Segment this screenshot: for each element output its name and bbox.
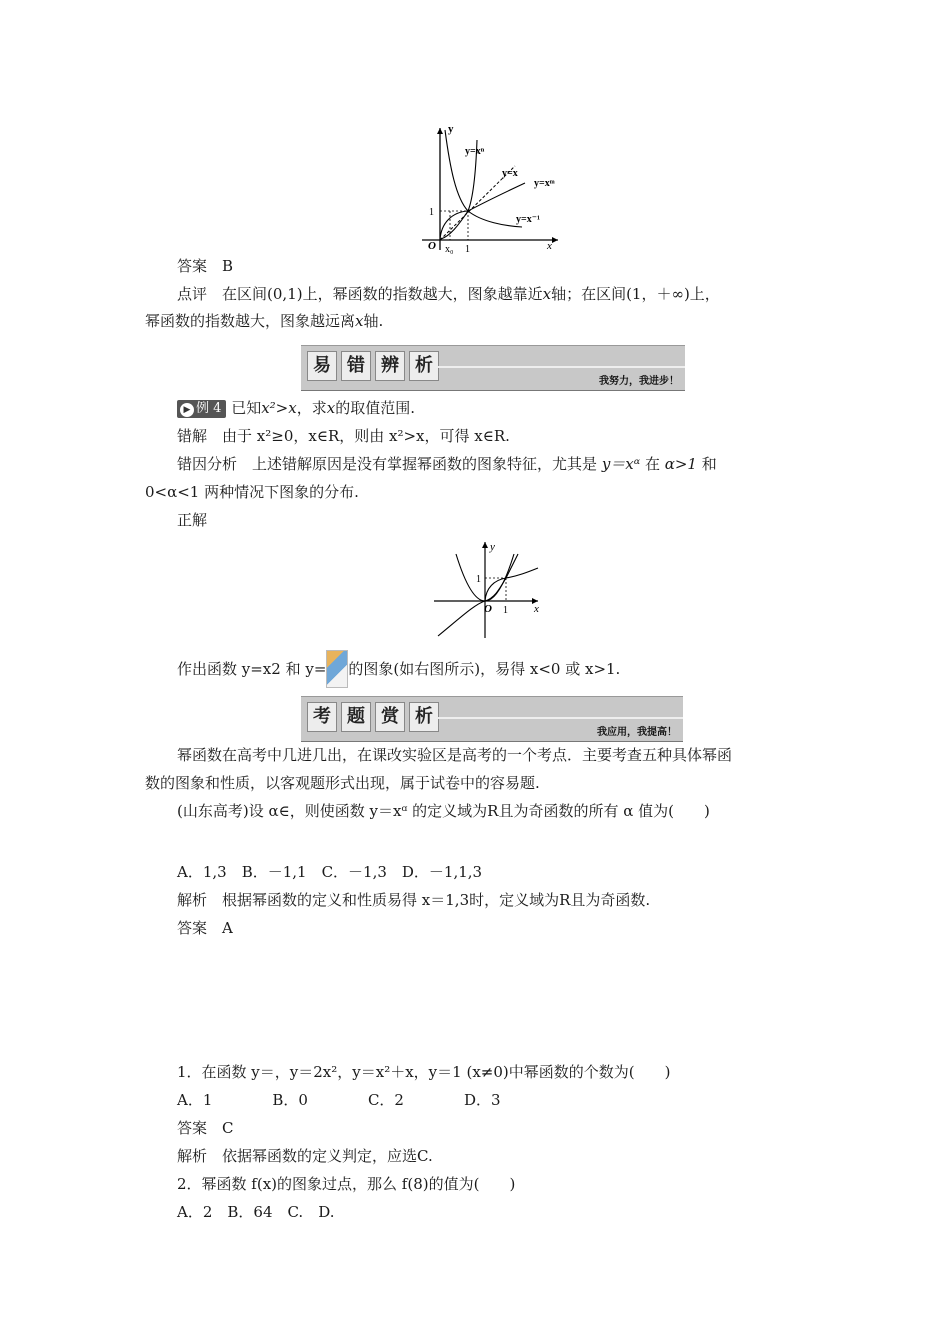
tick-x-1: 1: [465, 244, 470, 254]
section-banner-exam-review: [301, 696, 683, 742]
banner-char: 考: [307, 702, 337, 732]
banner-slogan: 我应用，我提高！: [597, 727, 677, 738]
question-1-answer: 答案 C: [177, 1119, 234, 1137]
solution-text: 作出函数 y=x2 和 y= 的图象(如右图所示)，易得 x<0 或 x>1.: [177, 650, 620, 688]
exam-intro-line-2: 数的图象和性质，以客观题形式出现，属于试卷中的容易题.: [145, 774, 540, 792]
question-1-options: A．1 B．0 C．2 D．3: [177, 1091, 501, 1109]
banner-char: 析: [409, 702, 439, 732]
answer-1: 答案 B: [177, 257, 234, 275]
banner-char: 赏: [375, 702, 405, 732]
play-icon: ▶: [180, 403, 194, 417]
error-analysis-line-1: 错因分析 上述错解原因是没有掌握幂函数的图象特征，尤其是 y＝xᵅ 在 α>1 和: [177, 455, 717, 473]
comment-line-2: 幂函数的指数越大，图象越远离x轴.: [145, 312, 384, 330]
banner-char: 错: [341, 351, 371, 381]
question-1-analysis: 解析 依据幂函数的定义判定，应选C.: [177, 1147, 433, 1165]
question-2: 2．幂函数 f(x)的图象过点，那么 f(8)的值为( ): [177, 1175, 516, 1193]
tick-y-1: 1: [476, 574, 481, 585]
banner-char: 易: [307, 351, 337, 381]
parabola-sqrt-graph: [430, 538, 548, 642]
tick-y-1: 1: [429, 207, 434, 218]
wrong-solution: 错解 由于 x²≥0，x∈R，则由 x²>x，可得 x∈R.: [177, 427, 510, 445]
question-2-options: A．2 B．64 C. D.: [177, 1203, 335, 1221]
label-x-axis: x: [534, 603, 539, 615]
label-curve-n: y=xⁿ: [465, 146, 485, 157]
exam-intro-line-1: 幂函数在高考中几进几出，在课改实验区是高考的一个考点．主要考查五种具体幂函: [177, 746, 733, 764]
exam-question: (山东高考)设 α∈，则使函数 y＝xᵅ 的定义域为R且为奇函数的所有 α 值为( ): [177, 802, 710, 820]
tick-x-1: 1: [503, 605, 508, 616]
banner-char: 析: [409, 351, 439, 381]
example-badge: ▶ 例 4: [177, 400, 226, 418]
error-analysis-line-2: 0<α<1 两种情况下图象的分布.: [145, 483, 359, 501]
missing-formula-image: [326, 650, 348, 688]
example-4: ▶ 例 4 已知x²>x，求x的取值范围.: [177, 398, 415, 418]
exam-analysis: 解析 根据幂函数的定义和性质易得 x＝1,3时，定义域为R且为奇函数.: [177, 891, 651, 909]
exam-answer: 答案 A: [177, 919, 233, 937]
label-curve-inverse: y=x⁻¹: [516, 214, 540, 225]
label-x0: x₀: [445, 244, 454, 254]
banner-slogan: 我努力，我进步！: [599, 376, 679, 387]
banner-char: 题: [341, 702, 371, 732]
exam-options: A．1,3 B．－1,1 C．－1,3 D．－1,1,3: [177, 863, 483, 881]
banner-char: 辨: [375, 351, 405, 381]
power-function-graph: [410, 118, 570, 254]
label-origin: O: [484, 603, 492, 615]
comment-line-1: 点评 在区间(0,1)上，幂函数的指数越大，图象越靠近x轴；在区间(1，＋∞)上，: [177, 285, 720, 303]
label-curve-x: y=x: [502, 168, 518, 179]
label-curve-m: y=xᵐ: [534, 178, 555, 189]
question-1: 1．在函数 y＝，y＝2x²，y＝x²＋x，y＝1 (x≠0)中幂函数的个数为( ): [177, 1063, 671, 1081]
label-x-axis: x: [547, 240, 552, 252]
label-y-axis: y: [448, 123, 454, 135]
label-y-axis: y: [490, 541, 495, 553]
correct-solution-label: 正解: [177, 511, 208, 529]
label-origin: O: [428, 240, 436, 252]
section-banner-error-analysis: [301, 345, 685, 391]
